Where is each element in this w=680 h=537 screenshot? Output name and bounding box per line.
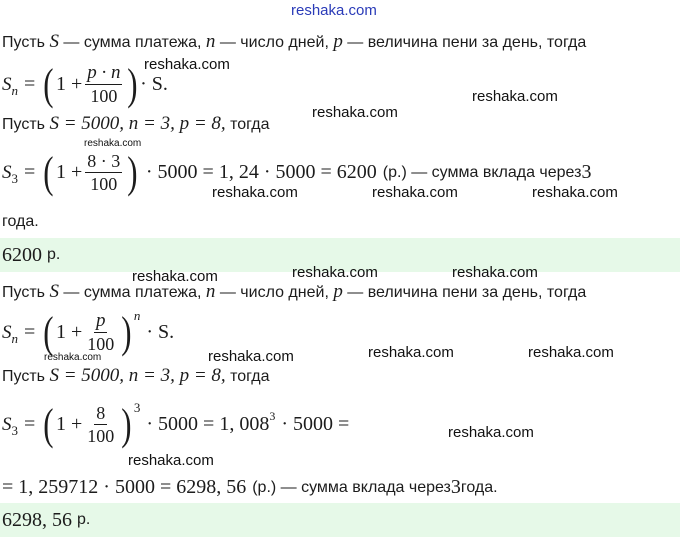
fraction xyxy=(85,150,122,195)
watermark: reshaka.com xyxy=(128,452,214,469)
text: — число дней, xyxy=(215,34,334,51)
var-p: p xyxy=(333,31,343,52)
exponent: n xyxy=(133,307,141,323)
rhs: · 5000 = 1, 008 xyxy=(146,413,270,435)
years-number: 3 xyxy=(581,161,592,183)
intro-text xyxy=(2,32,586,53)
paren-close: ) xyxy=(121,307,132,357)
answer-unit: р. xyxy=(47,246,61,263)
one-plus: 1 + xyxy=(55,161,83,183)
paren-open: ( xyxy=(43,399,54,449)
one-plus: 1 + xyxy=(55,73,83,95)
given-text xyxy=(2,366,270,387)
var-s: S xyxy=(2,321,12,343)
formula-result xyxy=(2,476,498,499)
subscript: 3 xyxy=(11,422,18,438)
given-values: S = 5000, n = 3, p = 8, xyxy=(49,365,226,386)
text: года. xyxy=(460,478,498,496)
text: — сумма платежа, xyxy=(58,34,206,51)
exponent: 3 xyxy=(133,399,141,415)
var-n: n xyxy=(205,281,216,302)
formula-sn-compound xyxy=(2,307,175,357)
paren-open: ( xyxy=(43,59,54,109)
paren-open: ( xyxy=(43,307,54,357)
rhs: · 5000 = xyxy=(281,413,350,435)
text: — число дней, xyxy=(215,284,334,301)
paren-open: ( xyxy=(43,147,54,197)
watermark: reshaka.com xyxy=(212,184,298,201)
watermark: reshaka.com xyxy=(84,138,142,149)
answer-box xyxy=(0,503,680,537)
denominator: 100 xyxy=(90,86,118,106)
watermark: reshaka.com xyxy=(208,348,294,365)
text: Пусть xyxy=(2,116,50,133)
text: Пусть xyxy=(2,284,50,301)
one-plus: 1 + xyxy=(55,321,83,343)
watermark: reshaka.com xyxy=(472,88,558,105)
var-s: S xyxy=(49,31,59,52)
text: — величина пени за день, тогда xyxy=(342,34,587,51)
fraction xyxy=(85,62,122,107)
watermark: reshaka.com xyxy=(528,344,614,361)
subscript: n xyxy=(11,330,18,346)
var-s: S xyxy=(49,281,59,302)
paren-close: ) xyxy=(127,147,138,197)
watermark: reshaka.com xyxy=(452,264,538,281)
watermark: reshaka.com xyxy=(292,264,378,281)
watermark: reshaka.com xyxy=(368,344,454,361)
paren-close: ) xyxy=(127,59,138,109)
answer-unit: р. xyxy=(77,511,91,528)
var-s: S xyxy=(2,73,12,95)
watermark: reshaka.com xyxy=(144,56,230,73)
numerator: p xyxy=(95,310,106,331)
equals: = xyxy=(24,321,36,343)
paren-close: ) xyxy=(121,399,132,449)
years-word: года. xyxy=(2,213,39,230)
watermark: reshaka.com xyxy=(448,424,534,441)
text: (р.) — сумма вклада через xyxy=(252,478,451,496)
numerator: 8 xyxy=(96,403,106,423)
denominator: 100 xyxy=(90,174,118,194)
subscript: n xyxy=(11,82,18,98)
text: — величина пени за день, тогда xyxy=(342,284,587,301)
watermark: reshaka.com xyxy=(44,352,102,363)
text: Пусть xyxy=(2,368,50,385)
watermark: reshaka.com xyxy=(291,2,377,19)
fraction xyxy=(85,310,116,355)
years-number: 3 xyxy=(450,476,461,498)
equals: = xyxy=(24,73,36,95)
text: (р.) — сумма вклада через xyxy=(382,163,582,181)
var-n: n xyxy=(205,31,216,52)
watermark: reshaka.com xyxy=(372,184,458,201)
text: тогда xyxy=(230,368,270,385)
watermark: reshaka.com xyxy=(312,104,398,121)
rhs: · 5000 = 1, 24 · 5000 = 6200 xyxy=(145,161,377,183)
var-p: p xyxy=(333,281,343,302)
var-s: S xyxy=(2,161,12,183)
formula-s3-compound xyxy=(2,399,350,449)
exponent: 3 xyxy=(269,409,276,423)
answer-value: 6298, 56 xyxy=(2,508,72,531)
text: тогда xyxy=(230,116,270,133)
watermark: reshaka.com xyxy=(532,184,618,201)
text: — сумма платежа, xyxy=(58,284,206,301)
times-s: · S. xyxy=(146,321,175,343)
numerator: 8 · 3 xyxy=(87,151,121,171)
result-expression: = 1, 259712 · 5000 = 6298, 56 xyxy=(2,476,247,498)
text: Пусть xyxy=(2,34,50,51)
numerator: p · n xyxy=(87,62,121,83)
answer-value: 6200 xyxy=(2,243,42,266)
given-values: S = 5000, n = 3, p = 8, xyxy=(49,113,226,134)
given-text xyxy=(2,114,270,135)
fraction xyxy=(85,402,116,447)
denominator: 100 xyxy=(87,426,115,446)
times-s: · S. xyxy=(140,73,168,95)
var-s: S xyxy=(2,413,12,435)
subscript: 3 xyxy=(11,170,18,186)
watermark: reshaka.com xyxy=(132,268,218,285)
equals: = xyxy=(24,161,36,183)
denominator: 100 xyxy=(87,334,115,354)
equals: = xyxy=(24,413,36,435)
intro-text xyxy=(2,282,586,303)
one-plus: 1 + xyxy=(55,413,83,435)
